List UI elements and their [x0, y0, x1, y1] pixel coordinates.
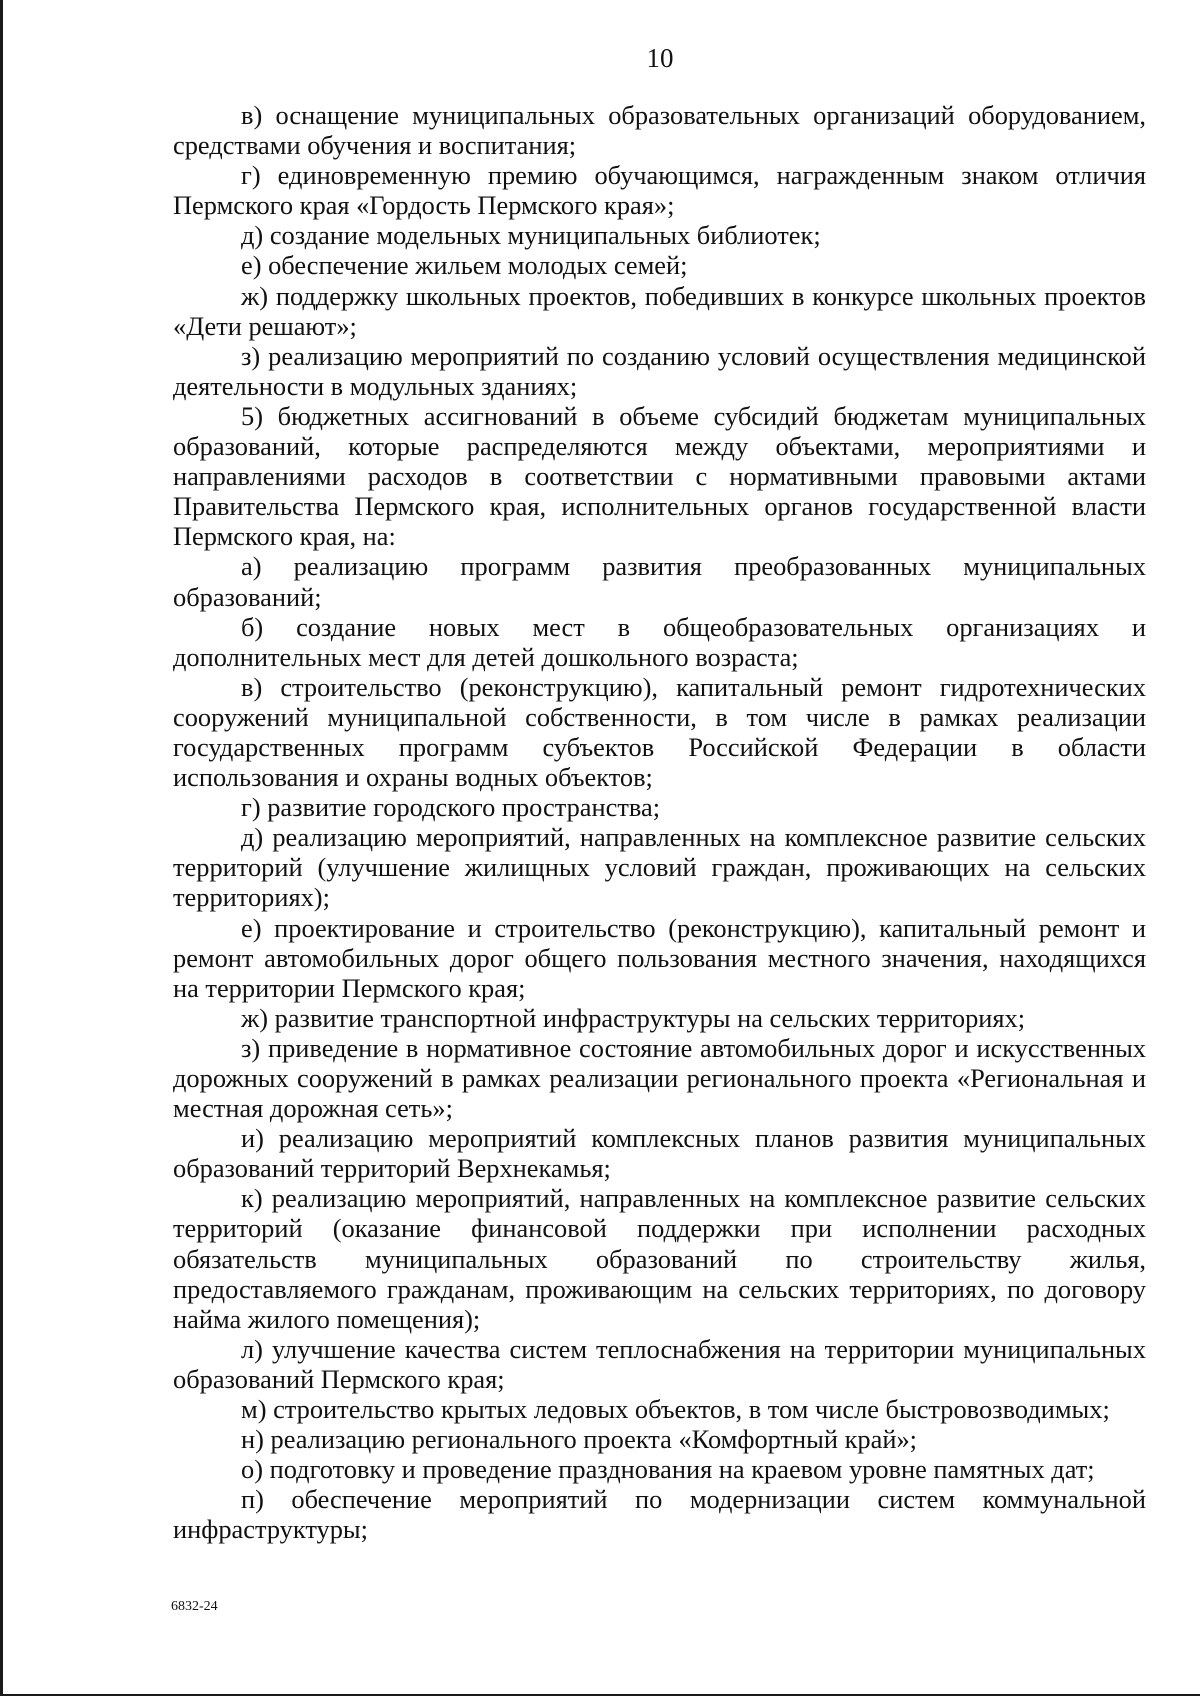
document-body — [173, 100, 1146, 1545]
paragraph: и) реализацию мероприятий комплексных планов развития муниципальных образований территорий Верхнекамья; — [173, 1123, 1146, 1184]
paragraph: ж) поддержку школьных проектов, победивших в конкурсе школьных проектов «Дети решают»; — [173, 280, 1146, 341]
scan-edge-left — [0, 0, 3, 1696]
paragraph: з) реализацию мероприятий по созданию условий осуществления медицинской деятельности в модульных зданиях; — [173, 340, 1146, 401]
paragraph: к) реализацию мероприятий, направленных на комплексное развитие сельских территорий (оказание финансовой поддержки при исполнении расходных обязательств муниципальных образований по строительству жилья, предоставляемого гражданам, проживающим на сельских территориях, по договору найма жилого помещения); — [173, 1183, 1146, 1334]
page-number: 10 — [646, 43, 674, 73]
paragraph: з) приведение в нормативное состояние автомобильных дорог и искусственных дорожных сооружений в рамках реализации регионального проекта «Региональная и местная дорожная сеть»; — [173, 1032, 1146, 1124]
paragraph: д) создание модельных муниципальных библиотек; — [241, 220, 821, 251]
paragraph: е) обеспечение жильем молодых семей; — [241, 250, 688, 281]
paragraph: н) реализацию регионального проекта «Комфортный край»; — [241, 1424, 917, 1455]
paragraph: п) обеспечение мероприятий по модернизации систем коммунальной инфраструктуры; — [173, 1484, 1146, 1545]
paragraph: 5) бюджетных ассигнований в объеме субсидий бюджетам муниципальных образований, которые распределяются между объектами, мероприятиями и направлениями расходов в соответствии с нормативными правовыми актами Правительства Пермского края, исполнительных органов государственной власти Пермского края, на: — [173, 400, 1146, 552]
document-code: 6832-24 — [171, 1599, 218, 1614]
paragraph: г) единовременную премию обучающимся, награжденным знаком отличия Пермского края «Гордость Пермского края»; — [173, 160, 1146, 221]
paragraph: л) улучшение качества систем теплоснабжения на территории муниципальных образований Пермского края; — [173, 1333, 1146, 1394]
paragraph: е) проектирование и строительство (реконструкцию), капитальный ремонт и ремонт автомобильных дорог общего пользования местного значения, находящихся на территории Пермского края; — [173, 912, 1146, 1003]
paragraph: а) реализацию программ развития преобразованных муниципальных образований; — [173, 551, 1146, 612]
paragraph: б) создание новых мест в общеобразовательных организациях и дополнительных мест для детей дошкольного возраста; — [173, 611, 1146, 672]
paragraph: д) реализацию мероприятий, направленных на комплексное развитие сельских территорий (улучшение жилищных условий граждан, проживающих на сельских территориях); — [173, 822, 1146, 913]
paragraph: м) строительство крытых ледовых объектов, в том числе быстровозводимых; — [241, 1394, 1110, 1425]
paragraph: о) подготовку и проведение празднования на краевом уровне памятных дат; — [241, 1454, 1095, 1485]
paragraph: ж) развитие транспортной инфраструктуры на сельских территориях; — [241, 1002, 1026, 1033]
paragraph: г) развитие городского пространства; — [241, 792, 661, 823]
paragraph: в) оснащение муниципальных образовательных организаций оборудованием, средствами обучения и воспитания; — [173, 100, 1146, 161]
paragraph: в) строительство (реконструкцию), капитальный ремонт гидротехнических сооружений муниципальной собственности, в том числе в рамках реализации государственных программ субъектов Российской Федерации в области использования и охраны водных объектов; — [173, 671, 1146, 793]
